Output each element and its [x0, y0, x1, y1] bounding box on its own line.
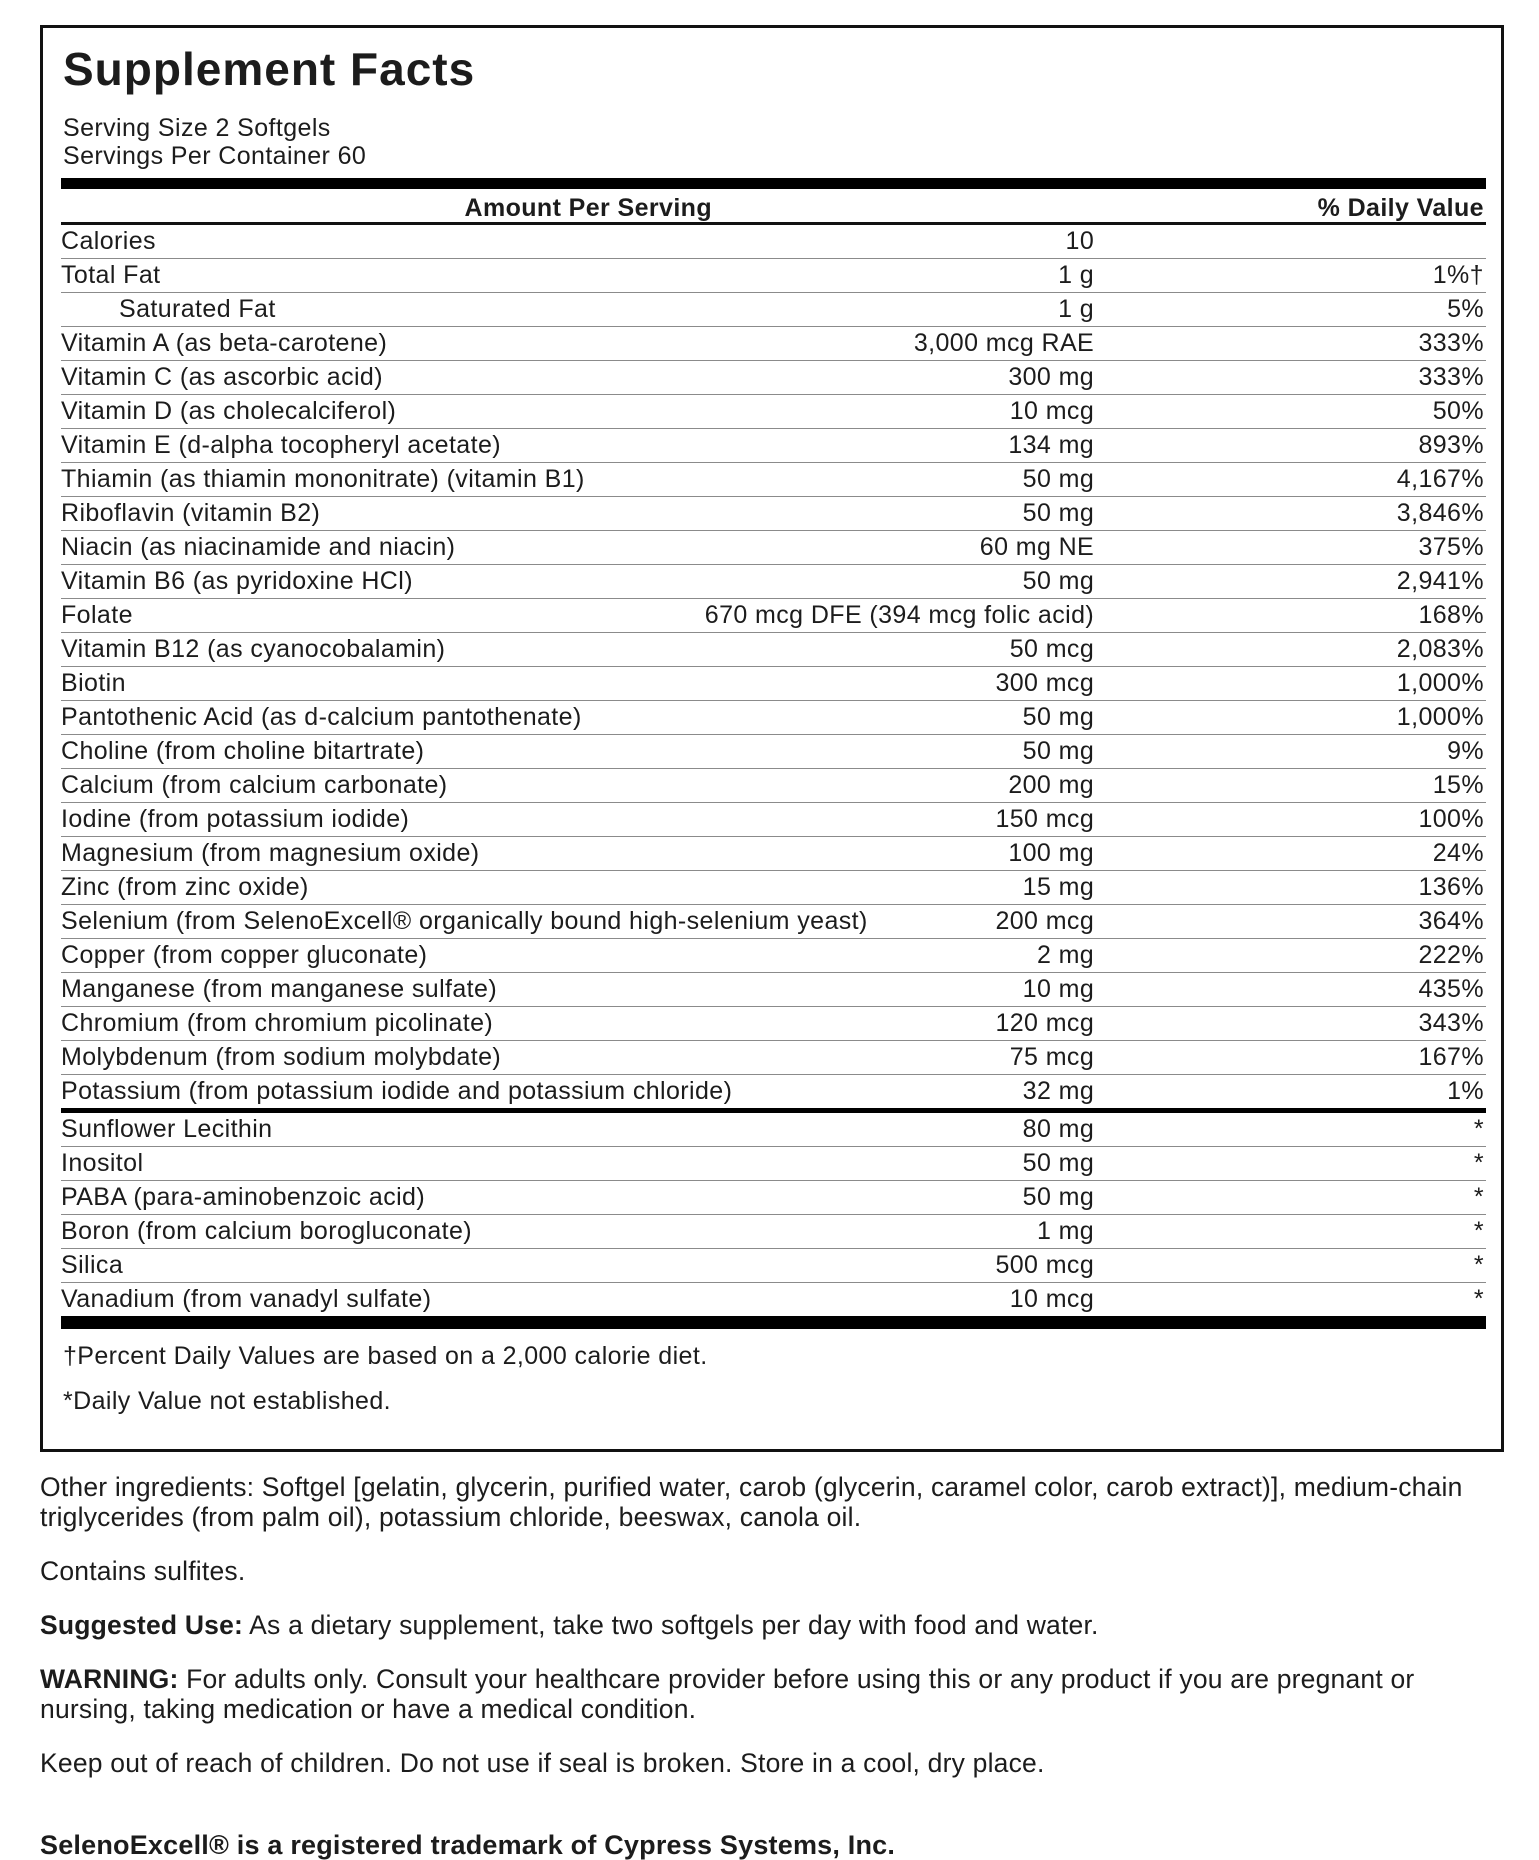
nutrient-name: Folate — [61, 601, 133, 629]
nutrient-name: Molybdenum (from sodium molybdate) — [61, 1043, 502, 1071]
nutrient-daily-value: 333% — [1418, 363, 1484, 391]
nutrient-amount: 60 mg NE — [979, 533, 1095, 561]
footnotes — [61, 1329, 1486, 1439]
nutrient-daily-value: * — [1473, 1183, 1484, 1211]
nutrient-name: Vitamin A (as beta-carotene) — [61, 329, 388, 357]
table-row — [61, 429, 1486, 463]
nutrient-daily-value: 893% — [1418, 431, 1484, 459]
table-row — [61, 1215, 1486, 1249]
suggested-use — [40, 1610, 1515, 1640]
table-row — [61, 327, 1486, 361]
nutrient-amount: 1 mg — [1036, 1217, 1095, 1245]
nutrient-amount: 10 mg — [1022, 975, 1095, 1003]
contains-statement: Contains sulfites. — [40, 1556, 246, 1586]
nutrient-name: Saturated Fat — [119, 295, 276, 323]
table-row — [61, 293, 1486, 327]
nutrient-amount: 1 g — [1058, 295, 1095, 323]
nutrient-daily-value: 1%† — [1432, 261, 1484, 289]
table-row — [61, 565, 1486, 599]
nutrient-daily-value: 333% — [1418, 329, 1484, 357]
warning-text: For adults only. Consult your healthcare provider before using this or any product if you are pregnant or nursing, taking medication or have a medical condition. — [40, 1664, 1415, 1724]
table-row — [61, 735, 1486, 769]
table-row — [61, 463, 1486, 497]
nutrient-amount: 50 mg — [1022, 567, 1095, 595]
panel-title: Supplement Facts — [63, 43, 476, 95]
nutrient-amount: 200 mcg — [995, 907, 1095, 935]
table-row — [61, 973, 1486, 1007]
table-row — [61, 803, 1486, 837]
table-row — [61, 395, 1486, 429]
divider-thick-top — [61, 178, 1486, 189]
trademark-statement: SelenoExcell® is a registered trademark of Cypress Systems, Inc. — [40, 1830, 896, 1860]
table-row — [61, 531, 1486, 565]
nutrient-name: Vitamin C (as ascorbic acid) — [61, 363, 383, 391]
nutrient-name: Magnesium (from magnesium oxide) — [61, 839, 480, 867]
nutrient-name: Boron (from calcium borogluconate) — [61, 1217, 472, 1245]
nutrient-daily-value: 1,000% — [1396, 703, 1484, 731]
suggested-use-text: As a dietary supplement, take two softgels per day with food and water. — [243, 1610, 1099, 1640]
nutrient-amount: 32 mg — [1022, 1077, 1095, 1105]
supplement-facts-panel — [40, 25, 1504, 1452]
nutrient-name: Thiamin (as thiamin mononitrate) (vitamin B1) — [61, 465, 585, 493]
nutrient-name: Biotin — [61, 669, 126, 697]
nutrient-name: Pantothenic Acid (as d-calcium pantothenate) — [61, 703, 582, 731]
nutrient-amount: 50 mg — [1022, 737, 1095, 765]
nutrient-amount: 200 mg — [1008, 771, 1095, 799]
nutrient-daily-value: 50% — [1432, 397, 1484, 425]
nutrient-daily-value: 364% — [1418, 907, 1484, 935]
table-row — [61, 837, 1486, 871]
nutrient-amount: 75 mcg — [1009, 1043, 1095, 1071]
nutrient-daily-value: 2,941% — [1396, 567, 1484, 595]
servings-per-container: Servings Per Container 60 — [63, 142, 367, 170]
nutrient-daily-value: 375% — [1418, 533, 1484, 561]
nutrient-daily-value: 24% — [1432, 839, 1484, 867]
nutrient-amount: 670 mcg DFE (394 mcg folic acid) — [704, 601, 1095, 629]
nutrient-name: Vitamin B6 (as pyridoxine HCl) — [61, 567, 413, 595]
table-row — [61, 633, 1486, 667]
nutrient-name: Iodine (from potassium iodide) — [61, 805, 410, 833]
nutrient-amount: 50 mg — [1022, 499, 1095, 527]
keep-out-statement: Keep out of reach of children. Do not use if seal is broken. Store in a cool, dry place. — [40, 1748, 1045, 1778]
nutrient-amount: 120 mcg — [995, 1009, 1095, 1037]
nutrient-amount: 50 mg — [1022, 703, 1095, 731]
nutrient-daily-value: 343% — [1418, 1009, 1484, 1037]
nutrient-rows-no-dv — [61, 1113, 1486, 1316]
nutrient-amount: 50 mcg — [1009, 635, 1095, 663]
nutrient-daily-value: 9% — [1447, 737, 1484, 765]
nutrient-name: Niacin (as niacinamide and niacin) — [61, 533, 456, 561]
table-row — [61, 1249, 1486, 1283]
footnote-not-established: *Daily Value not established. — [63, 1387, 391, 1415]
table-row — [61, 225, 1486, 259]
nutrient-amount: 1 g — [1058, 261, 1095, 289]
nutrient-daily-value: 168% — [1418, 601, 1484, 629]
nutrient-amount: 150 mcg — [995, 805, 1095, 833]
nutrient-daily-value: * — [1473, 1217, 1484, 1245]
table-header — [61, 189, 1486, 225]
table-row — [61, 1113, 1486, 1147]
nutrient-daily-value: 167% — [1418, 1043, 1484, 1071]
suggested-use-label: Suggested Use: — [40, 1610, 244, 1640]
nutrient-daily-value: 2,083% — [1396, 635, 1484, 663]
table-row — [61, 1041, 1486, 1075]
nutrient-daily-value: 435% — [1418, 975, 1484, 1003]
daily-value-header: % Daily Value — [1317, 194, 1484, 222]
nutrient-amount: 10 mcg — [1009, 397, 1095, 425]
table-row — [61, 871, 1486, 905]
nutrient-amount: 100 mg — [1008, 839, 1095, 867]
nutrient-daily-value: 15% — [1432, 771, 1484, 799]
other-ingredients: Other ingredients: Softgel [gelatin, glycerin, purified water, carob (glycerin, caramel color, carob extract)], medium-chain triglycerides (from palm oil), potassium chloride, beeswax, canola oil. — [40, 1472, 1463, 1532]
nutrient-daily-value: 222% — [1418, 941, 1484, 969]
nutrient-daily-value: * — [1473, 1285, 1484, 1313]
nutrient-name: Riboflavin (vitamin B2) — [61, 499, 321, 527]
nutrient-daily-value: * — [1473, 1149, 1484, 1177]
nutrient-daily-value: 3,846% — [1396, 499, 1484, 527]
nutrient-name: Potassium (from potassium iodide and potassium chloride) — [61, 1077, 733, 1105]
table-row — [61, 667, 1486, 701]
table-row — [61, 1147, 1486, 1181]
nutrient-daily-value: 1,000% — [1396, 669, 1484, 697]
nutrient-name: Vitamin D (as cholecalciferol) — [61, 397, 397, 425]
table-row — [61, 701, 1486, 735]
table-row — [61, 497, 1486, 531]
nutrient-amount: 300 mg — [1008, 363, 1095, 391]
nutrient-name: Chromium (from chromium picolinate) — [61, 1009, 494, 1037]
nutrient-amount: 50 mg — [1022, 465, 1095, 493]
nutrient-name: Manganese (from manganese sulfate) — [61, 975, 498, 1003]
nutrient-amount: 50 mg — [1022, 1149, 1095, 1177]
nutrient-amount: 10 mcg — [1009, 1285, 1095, 1313]
nutrient-rows-main — [61, 225, 1486, 1108]
table-row — [61, 259, 1486, 293]
nutrient-name: Inositol — [61, 1149, 144, 1177]
nutrient-name: Selenium (from SelenoExcell® organically bound high-selenium yeast) — [61, 907, 868, 935]
nutrient-amount: 300 mcg — [995, 669, 1095, 697]
nutrient-amount: 3,000 mcg RAE — [913, 329, 1095, 357]
nutrient-amount: 134 mg — [1008, 431, 1095, 459]
nutrient-daily-value: 136% — [1418, 873, 1484, 901]
warning — [40, 1664, 1515, 1724]
nutrient-name: Total Fat — [61, 261, 161, 289]
divider-thick-bottom — [61, 1316, 1486, 1329]
nutrient-name: Vanadium (from vanadyl sulfate) — [61, 1285, 432, 1313]
nutrient-daily-value: 100% — [1418, 805, 1484, 833]
nutrient-name: Copper (from copper gluconate) — [61, 941, 428, 969]
table-row — [61, 1283, 1486, 1316]
nutrient-daily-value: * — [1473, 1251, 1484, 1279]
table-row — [61, 1181, 1486, 1215]
nutrient-daily-value: * — [1473, 1115, 1484, 1143]
warning-label: WARNING: — [40, 1664, 179, 1694]
nutrient-name: Vitamin E (d-alpha tocopheryl acetate) — [61, 431, 501, 459]
table-row — [61, 1007, 1486, 1041]
table-row — [61, 769, 1486, 803]
amount-per-serving-header: Amount Per Serving — [464, 194, 713, 222]
nutrient-amount: 15 mg — [1022, 873, 1095, 901]
table-row — [61, 939, 1486, 973]
nutrient-amount: 50 mg — [1022, 1183, 1095, 1211]
nutrient-name: Calcium (from calcium carbonate) — [61, 771, 448, 799]
nutrient-name: Silica — [61, 1251, 124, 1279]
nutrient-name: Sunflower Lecithin — [61, 1115, 273, 1143]
footnote-daily-values: †Percent Daily Values are based on a 2,000 calorie diet. — [63, 1342, 708, 1370]
table-row — [61, 361, 1486, 395]
nutrient-name: Vitamin B12 (as cyanocobalamin) — [61, 635, 446, 663]
serving-size: Serving Size 2 Softgels — [63, 114, 331, 142]
nutrient-amount: 500 mcg — [995, 1251, 1095, 1279]
nutrient-amount: 10 — [1065, 227, 1095, 255]
table-row — [61, 905, 1486, 939]
nutrient-daily-value: 1% — [1447, 1077, 1484, 1105]
nutrient-name: Calories — [61, 227, 156, 255]
nutrient-name: Choline (from choline bitartrate) — [61, 737, 425, 765]
nutrient-name: Zinc (from zinc oxide) — [61, 873, 309, 901]
nutrient-daily-value: 4,167% — [1396, 465, 1484, 493]
nutrient-amount: 2 mg — [1036, 941, 1095, 969]
below-panel-text — [40, 1452, 1515, 1860]
table-row — [61, 599, 1486, 633]
table-row — [61, 1075, 1486, 1108]
nutrient-daily-value: 5% — [1447, 295, 1484, 323]
nutrient-name: PABA (para-aminobenzoic acid) — [61, 1183, 426, 1211]
nutrient-amount: 80 mg — [1022, 1115, 1095, 1143]
